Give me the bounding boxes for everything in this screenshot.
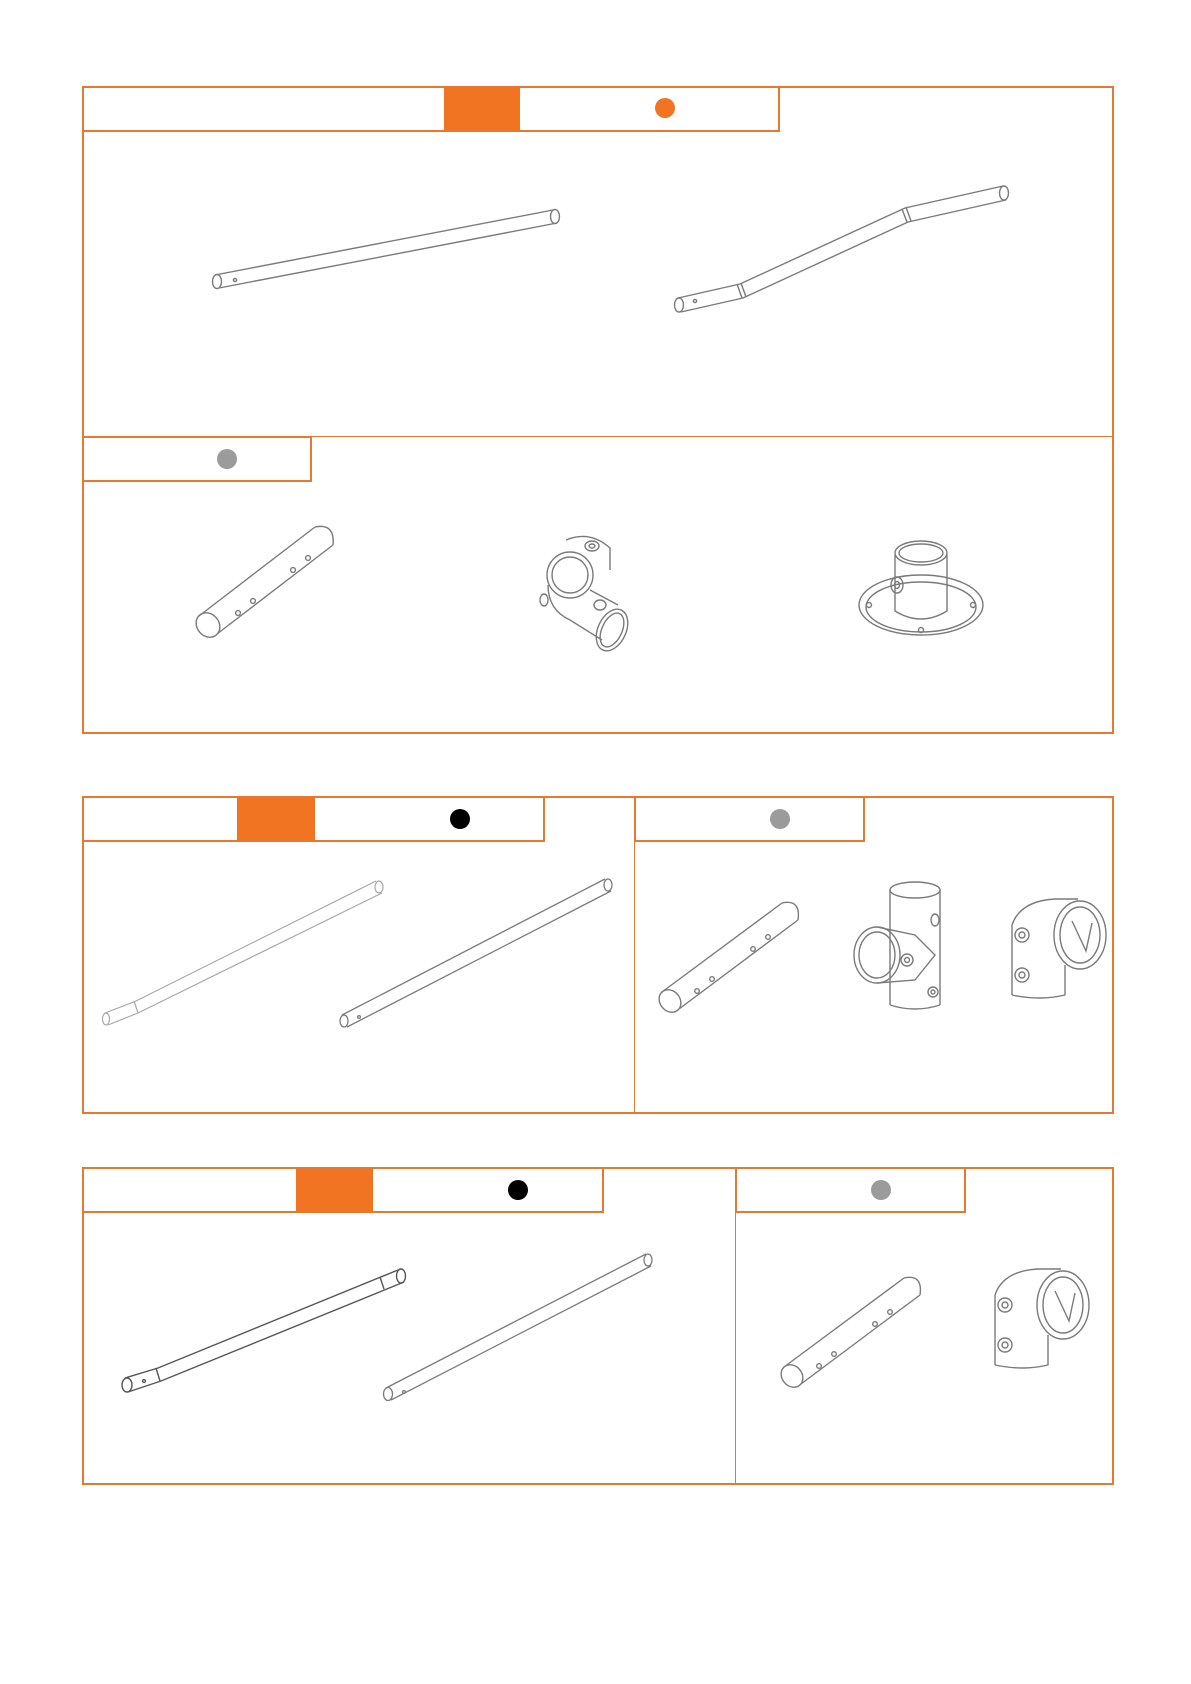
elbow-fitting-illustration-1 bbox=[530, 530, 650, 650]
black-marker-dot-1 bbox=[450, 809, 470, 829]
elbow-fitting-illustration-2 bbox=[1000, 895, 1115, 1005]
tube-label-quantity-box-3 bbox=[296, 1169, 373, 1211]
connector-sleeve-illustration-3 bbox=[777, 1270, 927, 1395]
panel-3-divider bbox=[735, 1168, 736, 1484]
gray-marker-dot-3 bbox=[871, 1180, 891, 1200]
bent-tube-illustration bbox=[670, 180, 1020, 330]
panel-2-divider bbox=[634, 797, 635, 1113]
fitting-label-tab-3 bbox=[735, 1167, 966, 1213]
black-marker-dot-2 bbox=[508, 1180, 528, 1200]
fitting-label-tab-1 bbox=[82, 436, 312, 482]
elbow-fitting-illustration-3 bbox=[983, 1265, 1098, 1375]
tee-fitting-illustration bbox=[845, 880, 955, 1015]
gray-marker-dot-2 bbox=[770, 809, 790, 829]
swaged-tube-illustration-3 bbox=[118, 1262, 418, 1402]
fitting-label-tab-2 bbox=[634, 796, 865, 842]
connector-sleeve-illustration-1 bbox=[190, 515, 340, 645]
connector-sleeve-illustration-2 bbox=[655, 895, 805, 1020]
gray-marker-dot bbox=[217, 449, 237, 469]
straight-tube-illustration-2 bbox=[335, 875, 620, 1035]
base-flange-illustration bbox=[855, 535, 990, 645]
tube-label-tab-1 bbox=[82, 86, 780, 132]
straight-tube-illustration-3 bbox=[380, 1250, 660, 1410]
orange-marker-dot bbox=[655, 98, 675, 118]
tube-label-quantity-box-2 bbox=[237, 798, 315, 840]
straight-tube-illustration bbox=[205, 200, 570, 300]
tube-label-quantity-box-1 bbox=[444, 88, 520, 130]
